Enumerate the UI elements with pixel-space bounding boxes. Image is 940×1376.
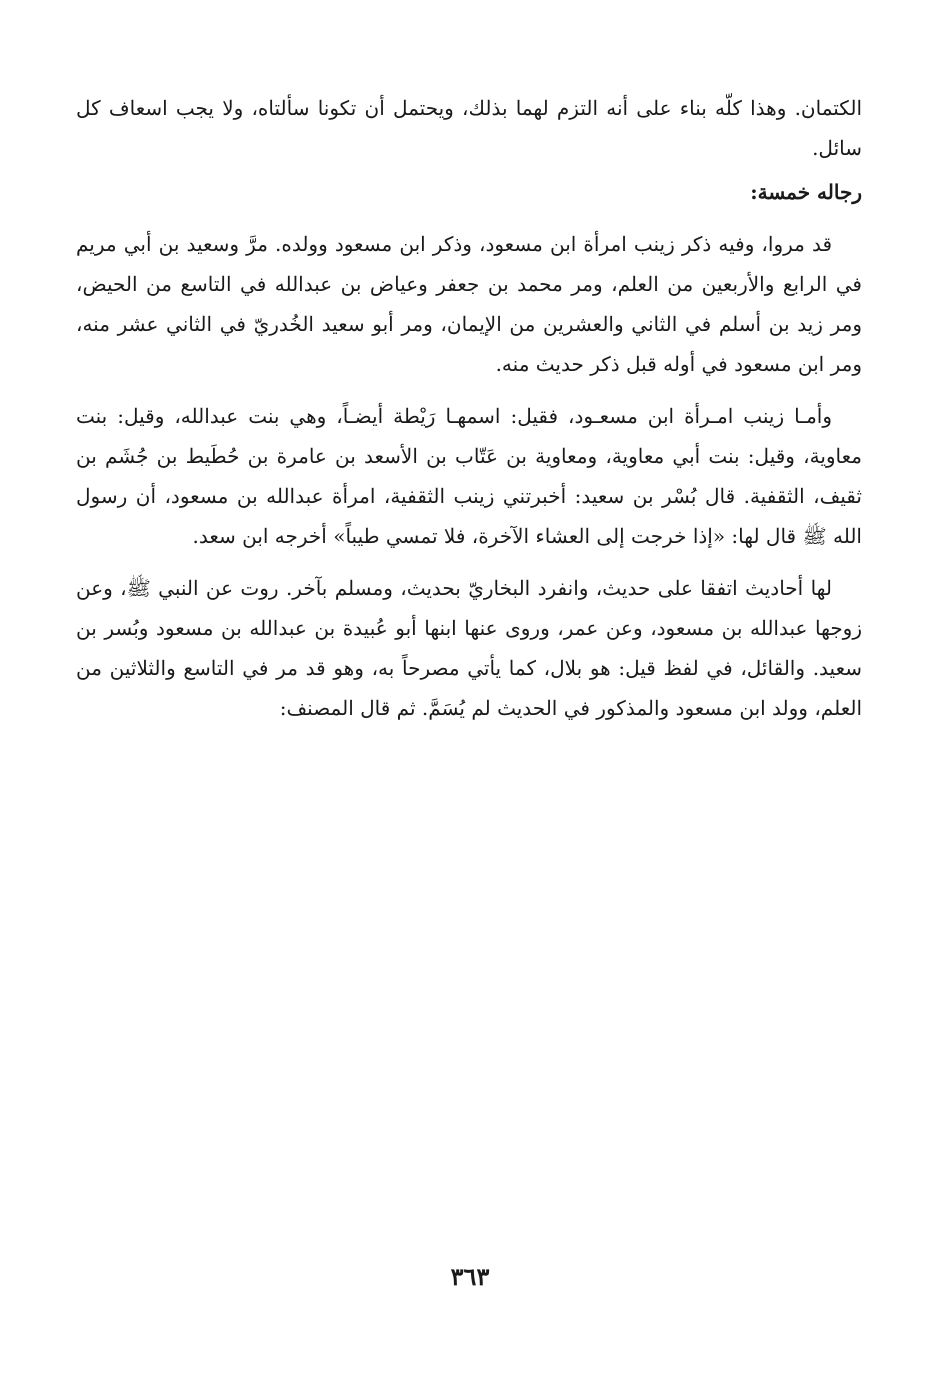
body-paragraph: وأمـا زينب امـرأة ابن مسعـود، فقيل: اسمهـا رَيْطة أيضـاً، وهي بنت عبدالله، وقيل: بنت معاوية، وقيل: بنت أبي معاوية، ومعاوية بن عَتّاب بن الأسعد بن عامرة بن حُطَيط بن جُشَم بن ثقيف، الثقفية. قال بُسْر بن سعيد: أخبرتني زينب الثقفية، امرأة عبدالله بن مسعود، أن رسول الله ﷺ قال لها: «إذا خرجت إلى العشاء الآخرة، فلا تمسي طيباً» أخرجه ابن سعد.: [76, 404, 862, 548]
opening-paragraph: الكتمان. وهذا كلّه بناء على أنه التزم لهما بذلك، ويحتمل أن تكونا سألتاه، ولا يجب اسعاف كل سائل.: [76, 96, 862, 160]
page-body: [76, 88, 862, 728]
body-paragraph: لها أحاديث اتفقا على حديث، وانفرد البخاريّ بحديث، ومسلم بآخر. روت عن النبي ﷺ، وعن زوجها عبدالله بن مسعود، وعن عمر، وروى عنها ابنها أبو عُبيدة بن عبدالله بن مسعود وبُسر بن سعيد. والقائل، في لفظ قيل: هو بلال، كما يأتي مصرحاً به، وهو قد مر في التاسع والثلاثين من العلم، وولد ابن مسعود والمذكور في الحديث لم يُسَمَّ. ثم قال المصنف:: [76, 576, 862, 720]
page-number: ٣٦٣: [450, 1262, 490, 1291]
section-heading: رجاله خمسة:: [750, 180, 862, 204]
body-paragraph: قد مروا، وفيه ذكر زينب امرأة ابن مسعود، وذكر ابن مسعود وولده. مرَّ وسعيد بن أبي مريم في الرابع والأربعين من العلم، ومر محمد بن جعفر وعياض بن عبدالله في التاسع من الحيض، ومر زيد بن أسلم في الثاني والعشرين من الإيمان، ومر أبو سعيد الخُدريّ في الثاني عشر منه، ومر ابن مسعود في أوله قبل ذكر حديث منه.: [76, 232, 862, 376]
